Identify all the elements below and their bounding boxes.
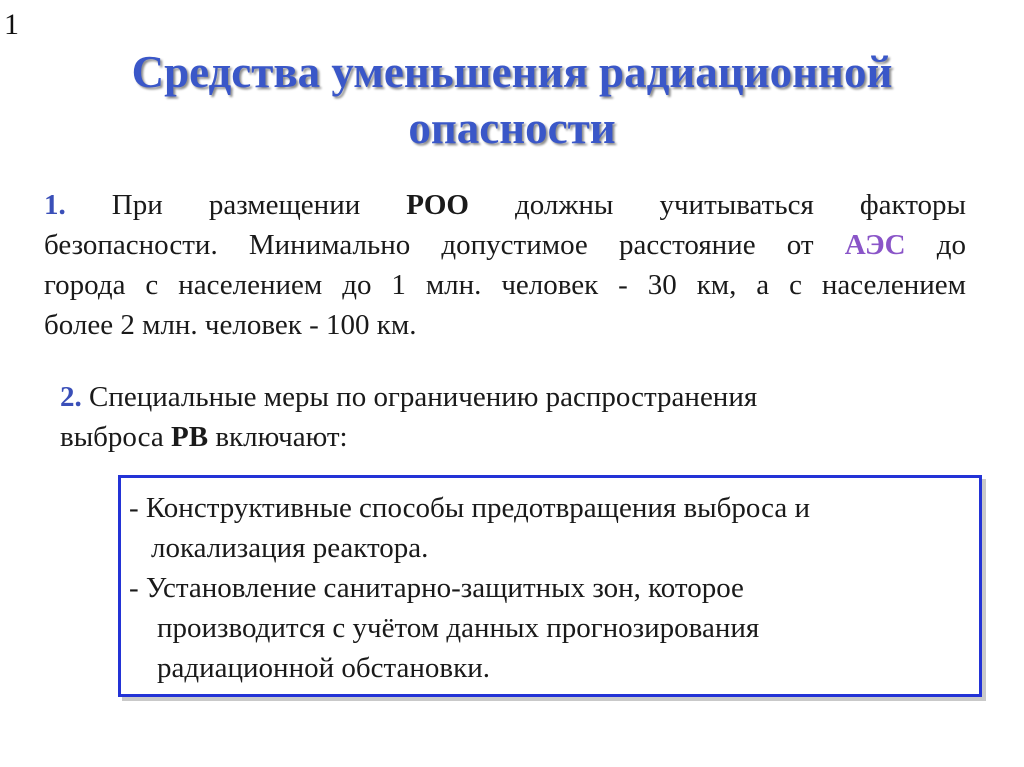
measures-list — [129, 488, 810, 688]
paragraph-1 — [44, 185, 966, 345]
measures-item-2-line-3: радиационной обстановки. — [157, 652, 490, 684]
paragraph-1-line-2 — [44, 225, 966, 265]
paragraph-2 — [60, 377, 960, 457]
paragraph-2-line-1 — [60, 377, 960, 417]
paragraph-1-line-4: более 2 млн. человек - 100 км. — [44, 309, 417, 341]
measures-item-2-line-1: - Установление санитарно-защитных зон, которое — [129, 572, 744, 604]
paragraph-1-line-2b: до — [905, 229, 966, 261]
title-line-1: Средства уменьшения радиационной — [131, 47, 893, 97]
paragraph-1-line-3: города с населением до 1 млн. человек - 30 км, а с населением — [44, 269, 966, 301]
measures-item-1-line-1: - Конструктивные способы предотвращения выброса и — [129, 492, 811, 524]
measures-item-2-line-2: производится с учётом данных прогнозирования — [157, 612, 760, 644]
paragraph-2-rv: РВ — [171, 421, 209, 453]
paragraph-2-line-2a: выброса — [60, 421, 172, 453]
paragraph-1-line-2a: безопасности. Минимально допустимое расстояние от — [44, 229, 845, 261]
slide-title — [0, 44, 1024, 156]
paragraph-2-number: 2. — [60, 381, 82, 413]
paragraph-2-line-1-text: Специальные меры по ограничению распространения — [81, 381, 758, 413]
paragraph-1-aes: АЭС — [844, 229, 906, 261]
measures-item-1-line-2: локализация реактора. — [151, 532, 429, 564]
paragraph-1-roo: РОО — [406, 189, 469, 221]
measures-box — [118, 475, 982, 697]
paragraph-2-line-2b: включают: — [208, 421, 348, 453]
paragraph-2-line-2 — [60, 417, 960, 457]
paragraph-1-line-1 — [44, 185, 966, 225]
paragraph-1-text-b: должны учитываться факторы — [468, 189, 966, 221]
paragraph-1-text-a: При размещении — [65, 189, 407, 221]
title-line-2: опасности — [408, 103, 616, 153]
slide-number: 1 — [4, 8, 19, 41]
paragraph-1-number: 1. — [44, 189, 66, 221]
